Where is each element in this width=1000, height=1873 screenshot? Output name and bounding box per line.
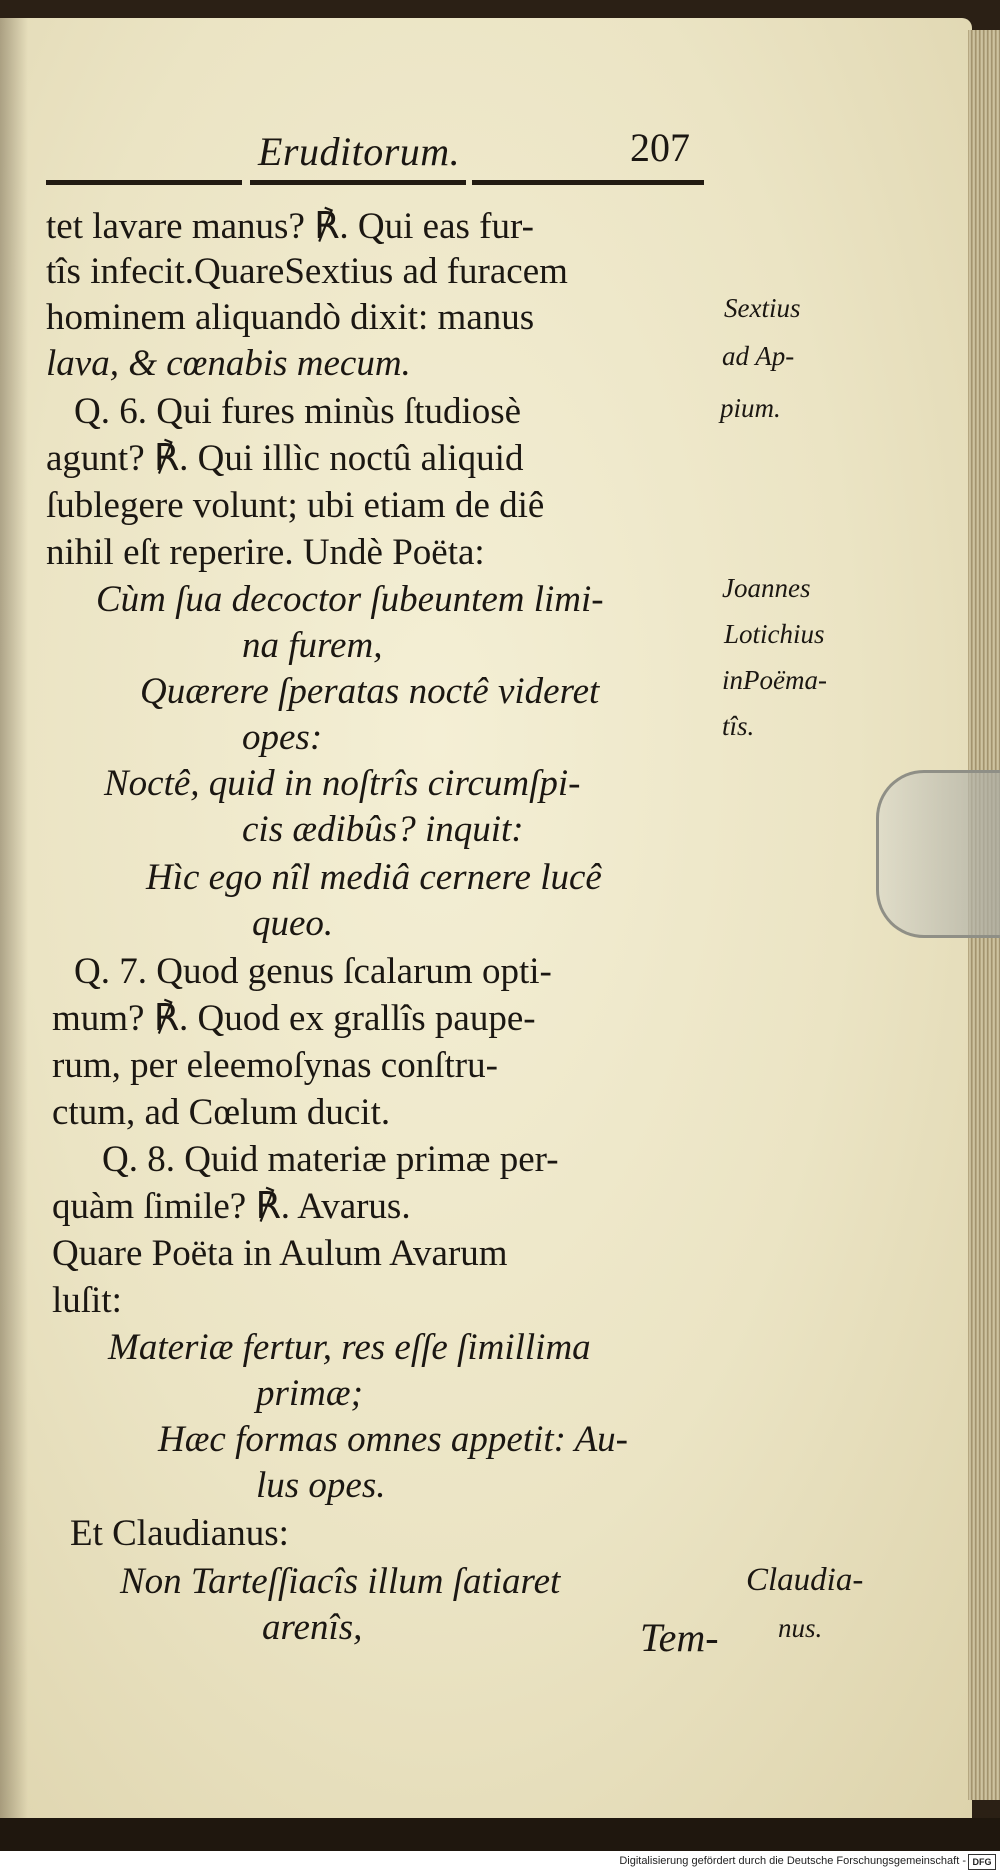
- margin-note: pium.: [720, 393, 781, 423]
- margin-note: Claudia-: [746, 1562, 864, 1598]
- margin-note: tîs.: [722, 711, 755, 741]
- verse-line: arenîs,: [262, 1607, 363, 1648]
- verse-line: primæ;: [256, 1373, 363, 1414]
- dfg-logo: DFG: [968, 1854, 996, 1870]
- text-line: rum, per eleemoſynas conſtru-: [52, 1045, 498, 1086]
- text-line: mum? ℟. Quod ex grallîs paupe-: [52, 998, 536, 1039]
- verse-line: Noctê, quid in noſtrîs circumſpi-: [104, 763, 581, 804]
- page-header: [0, 125, 1000, 188]
- digitization-footer: [0, 1851, 1000, 1873]
- text-line: Q. 6. Qui fures minùs ſtudiosè: [74, 391, 522, 432]
- verse-line: lus opes.: [256, 1465, 386, 1506]
- text-line: nihil eſt reperire. Undè Poëta:: [46, 532, 485, 573]
- margin-note: Lotichius: [724, 619, 825, 649]
- verse-line: Non Tarteſſiacîs illum ſatiaret: [120, 1561, 561, 1602]
- margin-note: ad Ap-: [722, 341, 795, 371]
- verse-line: Hìc ego nîl mediâ cernere lucê: [146, 857, 602, 898]
- text-line: Q. 7. Quod genus ſcalarum opti-: [74, 951, 552, 992]
- text-line: lava, & cœnabis mecum.: [46, 343, 411, 384]
- margin-note: nus.: [778, 1613, 823, 1643]
- text-line: tet lavare manus? ℟. Qui eas fur-: [46, 206, 534, 247]
- verse-line: cis ædibûs? inquit:: [242, 809, 524, 850]
- verse-line: Quærere ſperatas noctê videret: [140, 671, 600, 712]
- verse-line: na furem,: [242, 625, 383, 666]
- text-line: Et Claudianus:: [70, 1513, 289, 1554]
- text-line: Q. 8. Quid materiæ primæ per-: [102, 1139, 559, 1180]
- bookmark-clip: [876, 770, 1000, 938]
- page-number: 207: [630, 125, 690, 170]
- header-rule: [46, 180, 706, 186]
- margin-note: Joannes: [722, 573, 811, 603]
- verse-line: Cùm ſua decoctor ſubeuntem limi-: [96, 579, 604, 620]
- verse-line: Hæc formas omnes appetit: Au-: [158, 1419, 628, 1460]
- text-line: ſublegere volunt; ubi etiam de diê: [46, 485, 545, 526]
- footer-credit: Digitalisierung gefördert durch die Deutsche Forschungsgemeinschaft -: [619, 1855, 966, 1867]
- text-line: quàm ſimile? ℟. Avarus.: [52, 1186, 411, 1227]
- gutter-shadow: [0, 18, 28, 1818]
- verse-line: queo.: [252, 903, 334, 944]
- margin-note: inPoëma-: [722, 665, 827, 695]
- book-bottom-edge: [0, 1818, 1000, 1851]
- verse-line: opes:: [242, 717, 323, 758]
- text-line: hominem aliquandò dixit: manus: [46, 297, 535, 338]
- text-line: tîs infecit.QuareSextius ad furacem: [46, 251, 568, 292]
- verse-line: Materiæ fertur, res eſſe ſimillima: [108, 1327, 591, 1368]
- catchword: Tem-: [640, 1615, 719, 1660]
- text-line: agunt? ℟. Qui illìc noctû aliquid: [46, 438, 524, 479]
- running-title: Eruditorum.: [258, 129, 461, 174]
- text-line: ctum, ad Cœlum ducit.: [52, 1092, 391, 1133]
- text-line: Quare Poëta in Aulum Avarum: [52, 1233, 508, 1274]
- text-line: luſit:: [52, 1280, 122, 1321]
- margin-note: Sextius: [724, 293, 801, 323]
